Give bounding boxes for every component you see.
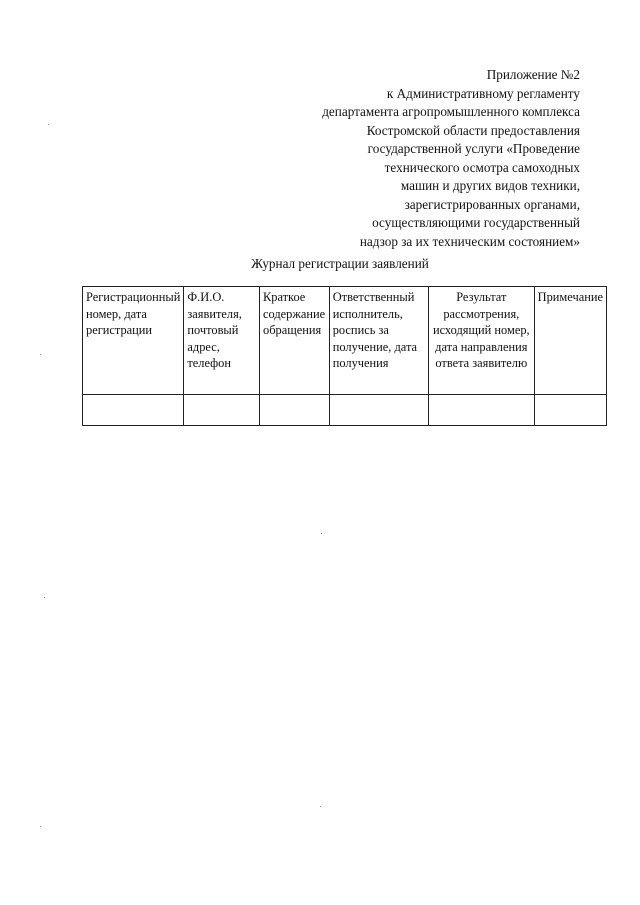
journal-title: Журнал регистрации заявлений [251, 256, 429, 271]
registration-table [82, 286, 607, 426]
scan-speck [321, 533, 322, 534]
table-cell [329, 395, 428, 426]
table-cell [534, 395, 606, 426]
appendix-line: Костромской области предоставления [366, 122, 580, 138]
appendix-line: департамента агропромышленного комплекса [322, 104, 580, 119]
appendix-line: осуществляющими государственный [372, 215, 580, 230]
table-cell [184, 395, 260, 426]
table-cell [428, 395, 534, 426]
table-row [83, 395, 607, 426]
appendix-line: государственной услуги «Проведение [367, 141, 580, 156]
table-cell [83, 395, 184, 426]
column-header: Ф.И.О. заявителя, почтовый адрес, телефон [184, 287, 260, 395]
appendix-line: зарегистрированных органами, [404, 196, 580, 212]
column-header: Результат рассмотрения, исходящий номер, дата направления ответа заявителю [428, 287, 534, 395]
column-header: Примечание [534, 287, 606, 395]
column-header: Регистрационный номер, дата регистрации [83, 287, 184, 395]
scan-speck [40, 354, 41, 355]
scan-speck [48, 124, 49, 125]
scan-speck [320, 806, 321, 807]
scan-speck [44, 597, 45, 598]
column-header: Краткое содержание обращения [260, 287, 330, 395]
scan-speck [40, 826, 41, 827]
appendix-line: Приложение №2 [486, 67, 580, 82]
column-header: Ответственный исполнитель, роспись за получение, дата получения [329, 287, 428, 395]
appendix-line: надзор за их техническим состоянием» [359, 233, 580, 249]
appendix-line: к Административному регламенту [386, 85, 580, 101]
appendix-line: технического осмотра самоходных [384, 159, 580, 175]
table-header-row [83, 287, 607, 395]
table-cell [260, 395, 330, 426]
appendix-line: машин и других видов техники, [400, 178, 580, 193]
appendix-header [240, 66, 580, 251]
